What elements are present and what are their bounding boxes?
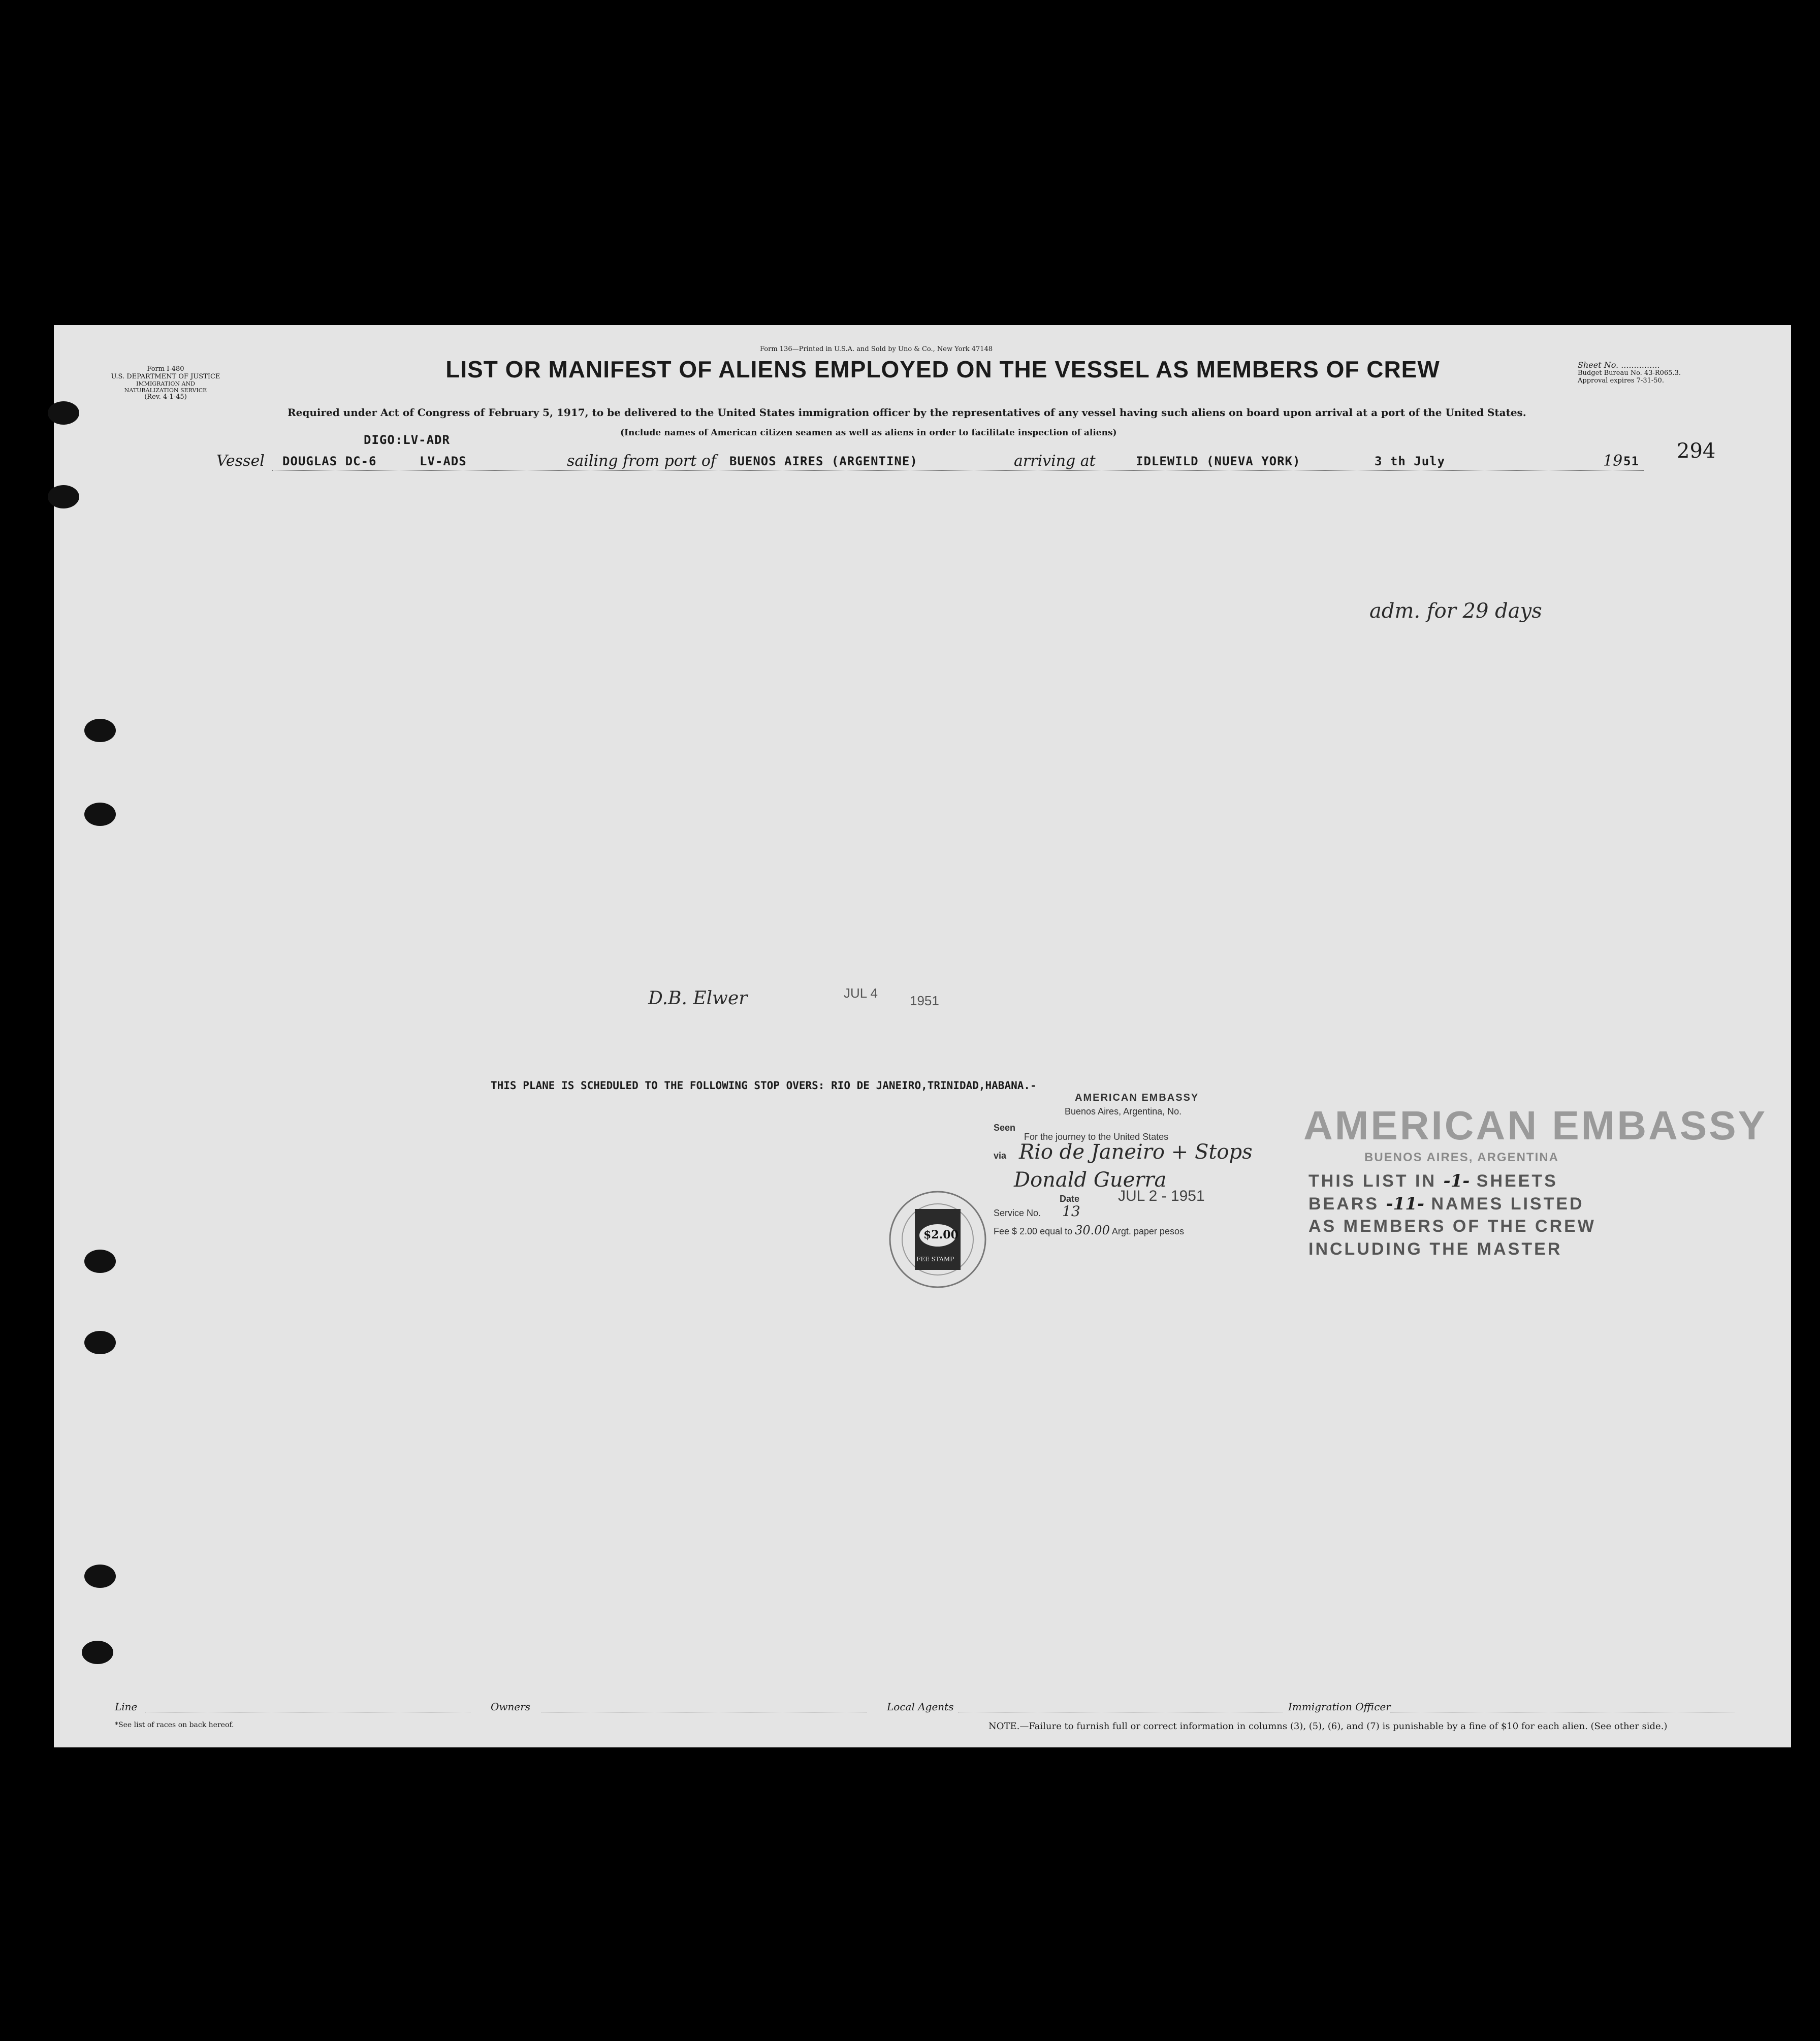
footer-agents-label: Local Agents: [887, 1701, 954, 1713]
embassy-names-count: -11-: [1386, 1194, 1425, 1214]
consular-fee-amount: 30.00: [1075, 1223, 1110, 1237]
initials: D.B. Elwer: [648, 988, 748, 1009]
footer: [54, 1697, 1791, 1747]
fee-seal-value: $2.00: [923, 1228, 959, 1241]
consular-fee-text: Fee $ 2.00 equal to: [994, 1226, 1073, 1236]
footer-note: NOTE.—Failure to furnish full or correct information in columns (3), (5), (6), and (7) is punishable by a fine of $10 for each alien. (See other side.): [988, 1721, 1668, 1732]
embassy-stamp: [1303, 1102, 1767, 1270]
fee-seal-text: FEE STAMP: [916, 1256, 954, 1263]
vessel-name: DOUGLAS DC-6: [282, 454, 377, 468]
department: U.S. DEPARTMENT OF JUSTICE: [111, 372, 220, 380]
embassy-sheets-count: -1-: [1443, 1171, 1470, 1191]
form-note-line: (Include names of American citizen seamen as well as aliens in order to facilitate inspection of aliens): [620, 428, 1117, 438]
punch-hole: [48, 401, 79, 425]
consular-stamp-seen: Seen: [994, 1123, 1016, 1133]
embassy-sheets-line: [1308, 1171, 1558, 1191]
form-subtitle: Required under Act of Congress of February 5, 1917, to be delivered to the United States immigration officer by the representatives of any vessel having such aliens on board upon arrival at a port of the United States.: [288, 406, 1526, 419]
consular-fee-tail: Argt. paper pesos: [1111, 1226, 1184, 1236]
embassy-master-line: INCLUDING THE MASTER: [1308, 1239, 1562, 1259]
embassy-sheets-tail: SHEETS: [1476, 1171, 1558, 1191]
form-title: LIST OR MANIFEST OF ALIENS EMPLOYED ON THE VESSEL AS MEMBERS OF CREW: [445, 356, 1440, 382]
stopovers-note: THIS PLANE IS SCHEDULED TO THE FOLLOWING STOP OVERS: RIO DE JANEIRO,TRINIDAD,HABANA.-: [491, 1079, 1037, 1092]
budget-number: Budget Bureau No. 43-R065.3.: [1578, 369, 1681, 377]
vessel-label: Vessel: [216, 452, 265, 470]
consular-stamp-journey: For the journey to the United States: [1024, 1132, 1169, 1142]
year-suffix: 51: [1623, 454, 1639, 468]
departure-port: BUENOS AIRES (ARGENTINE): [729, 454, 918, 468]
consular-stamp: [994, 1092, 1324, 1255]
consular-stamp-via: via: [994, 1151, 1007, 1161]
consular-date: JUL 2 - 1951: [1118, 1188, 1205, 1204]
manifest-sheet: [54, 325, 1791, 1747]
embassy-stamp-city: BUENOS AIRES, ARGENTINA: [1364, 1151, 1559, 1164]
received-stamp-year: 1951: [910, 993, 939, 1008]
form-number: Form I-480: [147, 365, 184, 373]
footer-officer-label: Immigration Officer: [1288, 1701, 1391, 1713]
registration-top: DIGO:LV-ADR: [364, 433, 450, 447]
revision: (Rev. 4-1-45): [144, 393, 187, 401]
sheet-label: Sheet No.: [1578, 360, 1619, 370]
arriving-label: arriving at: [1014, 452, 1096, 470]
vessel-registration: LV-ADS: [420, 454, 467, 468]
embassy-stamp-title: AMERICAN EMBASSY: [1303, 1103, 1767, 1148]
embassy-crew-line: AS MEMBERS OF THE CREW: [1308, 1217, 1596, 1236]
footer-races-note: *See list of races on back hereof.: [115, 1721, 234, 1729]
embassy-names-tail: NAMES LISTED: [1431, 1194, 1584, 1214]
form-id-block: [110, 366, 221, 401]
consular-date-label: Date: [1060, 1194, 1080, 1204]
footer-owners-label: Owners: [491, 1701, 531, 1713]
embassy-sheets-label: THIS LIST IN: [1308, 1171, 1436, 1191]
arrival-date: 3 th July: [1375, 454, 1446, 468]
fee-stamp-seal: [887, 1189, 988, 1290]
footer-line-label: Line: [115, 1701, 138, 1713]
printer-line: Form 136—Printed in U.S.A. and Sold by Uno & Co., New York 47148: [760, 345, 993, 353]
consular-service-label: Service No.: [994, 1208, 1041, 1218]
embassy-names-line: [1308, 1194, 1584, 1214]
consular-fee-line: [994, 1223, 1184, 1237]
sheet-info: Sheet No. ............... Budget Bureau No. 43-R065.3. Approval expires 7-31-50.: [1578, 361, 1710, 385]
service: IMMIGRATION AND NATURALIZATION SERVICE: [124, 380, 207, 394]
arrival-port: IDLEWILD (NUEVA YORK): [1136, 454, 1301, 468]
year-prefix: 19: [1603, 452, 1623, 470]
vessel-line: [216, 452, 1639, 472]
admitted-note: adm. for 29 days: [1369, 599, 1542, 623]
embassy-names-label: BEARS: [1308, 1194, 1380, 1214]
consular-signature: Donald Guerra: [1014, 1168, 1167, 1192]
page-number: 294: [1677, 439, 1716, 463]
consular-stamp-via-hand: Rio de Janeiro + Stops: [1019, 1140, 1253, 1164]
sailing-label: sailing from port of: [567, 452, 716, 470]
consular-stamp-city: Buenos Aires, Argentina, No.: [1065, 1106, 1182, 1117]
consular-stamp-title: AMERICAN EMBASSY: [1075, 1092, 1199, 1103]
received-stamp-date: JUL 4: [844, 985, 878, 1001]
consular-service-number: 13: [1062, 1203, 1080, 1220]
approval-expiry: Approval expires 7-31-50.: [1578, 377, 1664, 385]
